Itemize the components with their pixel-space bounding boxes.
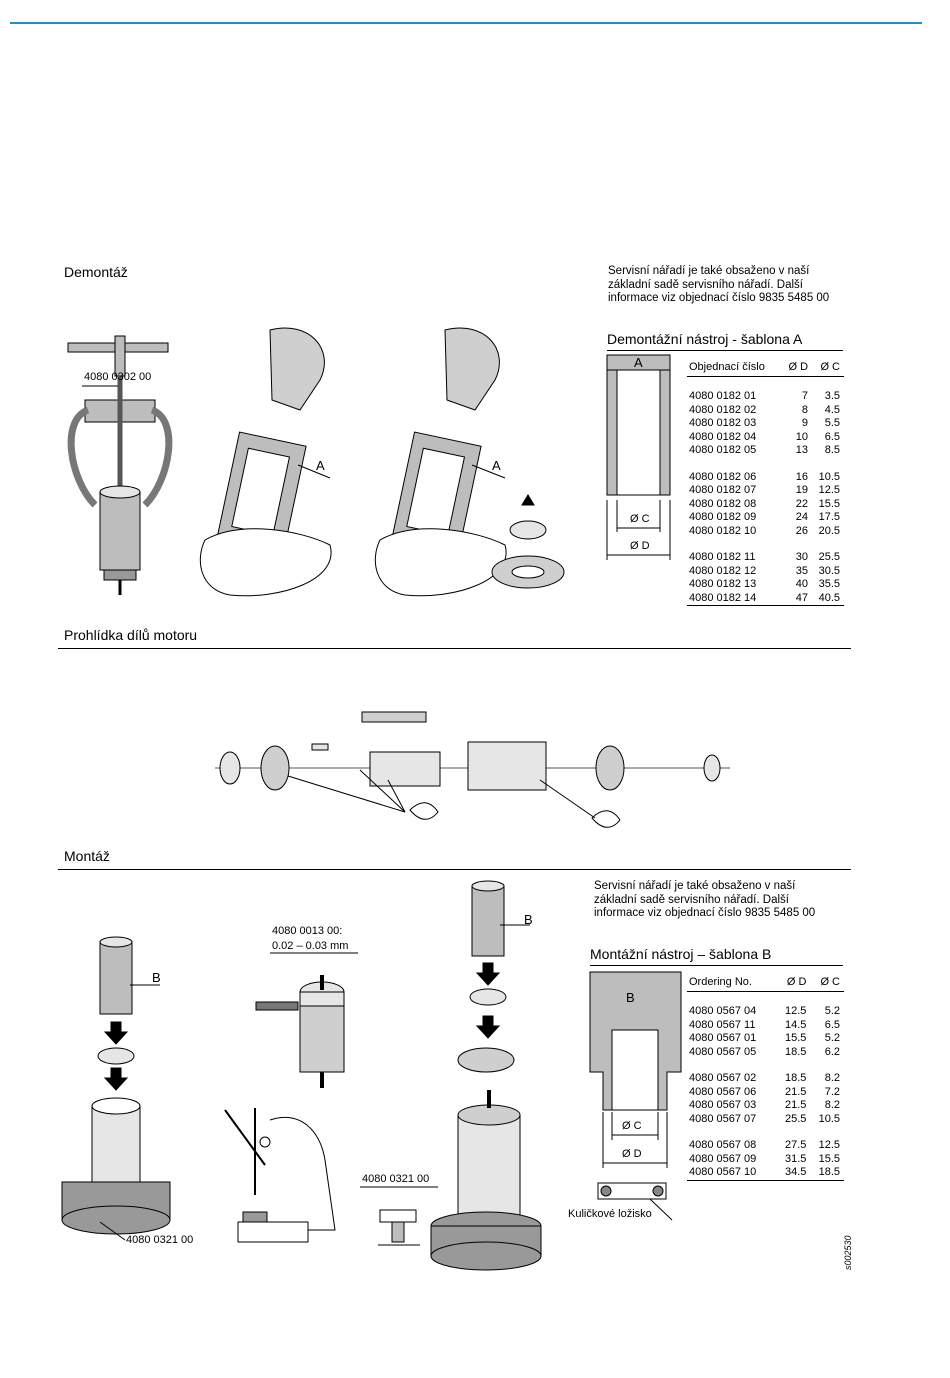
table-row: 4080 0567 01 15.5 5.2 — [689, 1032, 840, 1044]
table-row: 4080 0567 05 18.5 6.2 — [689, 1045, 840, 1058]
table-row: 4080 0182 08 22 15.5 — [689, 497, 840, 510]
note-line: informace viz objednací číslo 9835 5485 00 — [594, 907, 816, 919]
table-row: 4080 0567 10 34.5 18.5 — [687, 1166, 844, 1180]
column-header-d: Ø D — [782, 358, 812, 377]
callout-feeler-line-1: 4080 0013 00: — [272, 925, 343, 937]
table-row: 4080 0182 01 7 3.5 — [689, 390, 840, 402]
template-b-letter: B — [626, 990, 635, 1005]
table-row: 4080 0567 06 21.5 7.2 — [689, 1085, 840, 1098]
note-line: Servisní nářadí je také obsaženo v naší — [608, 265, 810, 277]
table-row: 4080 0182 03 9 5.5 — [689, 417, 840, 429]
arbor-press-drawing — [225, 1108, 335, 1242]
table-row: 4080 0182 11 30 25.5 — [689, 551, 840, 563]
table-row: 4080 0567 03 21.5 8.2 — [689, 1099, 840, 1111]
table-row: 4080 0567 02 18.5 8.2 — [689, 1072, 840, 1084]
callout-template-a-2: A — [492, 458, 501, 473]
table-row: 4080 0567 08 27.5 12.5 — [689, 1139, 840, 1151]
table-row: 4080 0182 05 13 8.5 — [689, 444, 840, 456]
callout-template-b-1: B — [152, 970, 161, 985]
drawing-code: s002530 — [843, 1235, 853, 1270]
feeler-gauge-drawing — [256, 953, 358, 1088]
callout-base-2: 4080 0321 00 — [362, 1173, 430, 1185]
column-header-order: Ordering No. — [687, 973, 777, 992]
template-a-dim-c: Ø C — [630, 513, 650, 525]
column-header-d: Ø D — [777, 973, 811, 992]
tool-b-title: Montážní nástroj – šablona B — [590, 946, 772, 962]
table-row: 4080 0567 07 25.5 10.5 — [689, 1112, 840, 1125]
callout-feeler-line-2: 0.02 – 0.03 mm — [272, 940, 349, 952]
template-b-dim-d: Ø D — [622, 1148, 642, 1160]
table-row: 4080 0182 14 47 40.5 — [687, 592, 844, 606]
note-line: informace viz objednací číslo 9835 5485 00 — [608, 292, 830, 304]
template-a-drawing — [607, 355, 670, 560]
template-a-in-hand-2 — [375, 328, 564, 596]
template-a-in-hand-1 — [200, 328, 331, 596]
column-header-c: Ø C — [810, 973, 844, 992]
note-line: základní sadě servisního nářadí. Další — [608, 278, 803, 291]
template-a-dim-d: Ø D — [630, 540, 650, 552]
callout-template-a-1: A — [316, 458, 325, 473]
table-row: 4080 0567 09 31.5 15.5 — [689, 1152, 840, 1165]
section-heading-demontaz: Demontáž — [64, 264, 128, 280]
template-a-letter: A — [634, 355, 643, 370]
table-row: 4080 0182 06 16 10.5 — [689, 470, 840, 483]
callout-template-b-2: B — [524, 912, 533, 927]
note-line: Servisní nářadí je také obsaženo v naší — [594, 880, 796, 892]
table-row: 4080 0182 10 26 20.5 — [689, 524, 840, 537]
section-heading-montaz: Montáž — [64, 848, 110, 864]
exploded-motor-drawing — [215, 712, 730, 827]
section-heading-prohlidka: Prohlídka dílů motoru — [64, 627, 198, 643]
callout-puller: 4080 0302 00 — [84, 371, 152, 383]
note-line: základní sadě servisního nářadí. Další — [594, 893, 789, 906]
table-row: 4080 0182 09 24 17.5 — [689, 511, 840, 523]
table-row: 4080 0182 12 35 30.5 — [689, 564, 840, 577]
table-row: 4080 0567 11 14.5 6.5 — [689, 1018, 840, 1031]
table-row: 4080 0182 13 40 35.5 — [689, 578, 840, 590]
table-row: 4080 0182 02 8 4.5 — [689, 403, 840, 416]
callout-base-1: 4080 0321 00 — [126, 1234, 194, 1246]
column-header-order: Objednací číslo — [687, 358, 782, 377]
template-b-dim-c: Ø C — [622, 1120, 642, 1132]
column-header-c: Ø C — [812, 358, 844, 377]
motor-assembly-drawing — [360, 881, 541, 1270]
template-b-drawing — [590, 972, 681, 1220]
table-row: 4080 0567 04 12.5 5.2 — [689, 1005, 840, 1017]
table-row: 4080 0182 04 10 6.5 — [689, 430, 840, 443]
tool-a-title: Demontážní nástroj - šablona A — [607, 331, 803, 347]
table-row: 4080 0182 07 19 12.5 — [689, 484, 840, 496]
bearing-label: Kuličkové ložisko — [568, 1208, 652, 1220]
